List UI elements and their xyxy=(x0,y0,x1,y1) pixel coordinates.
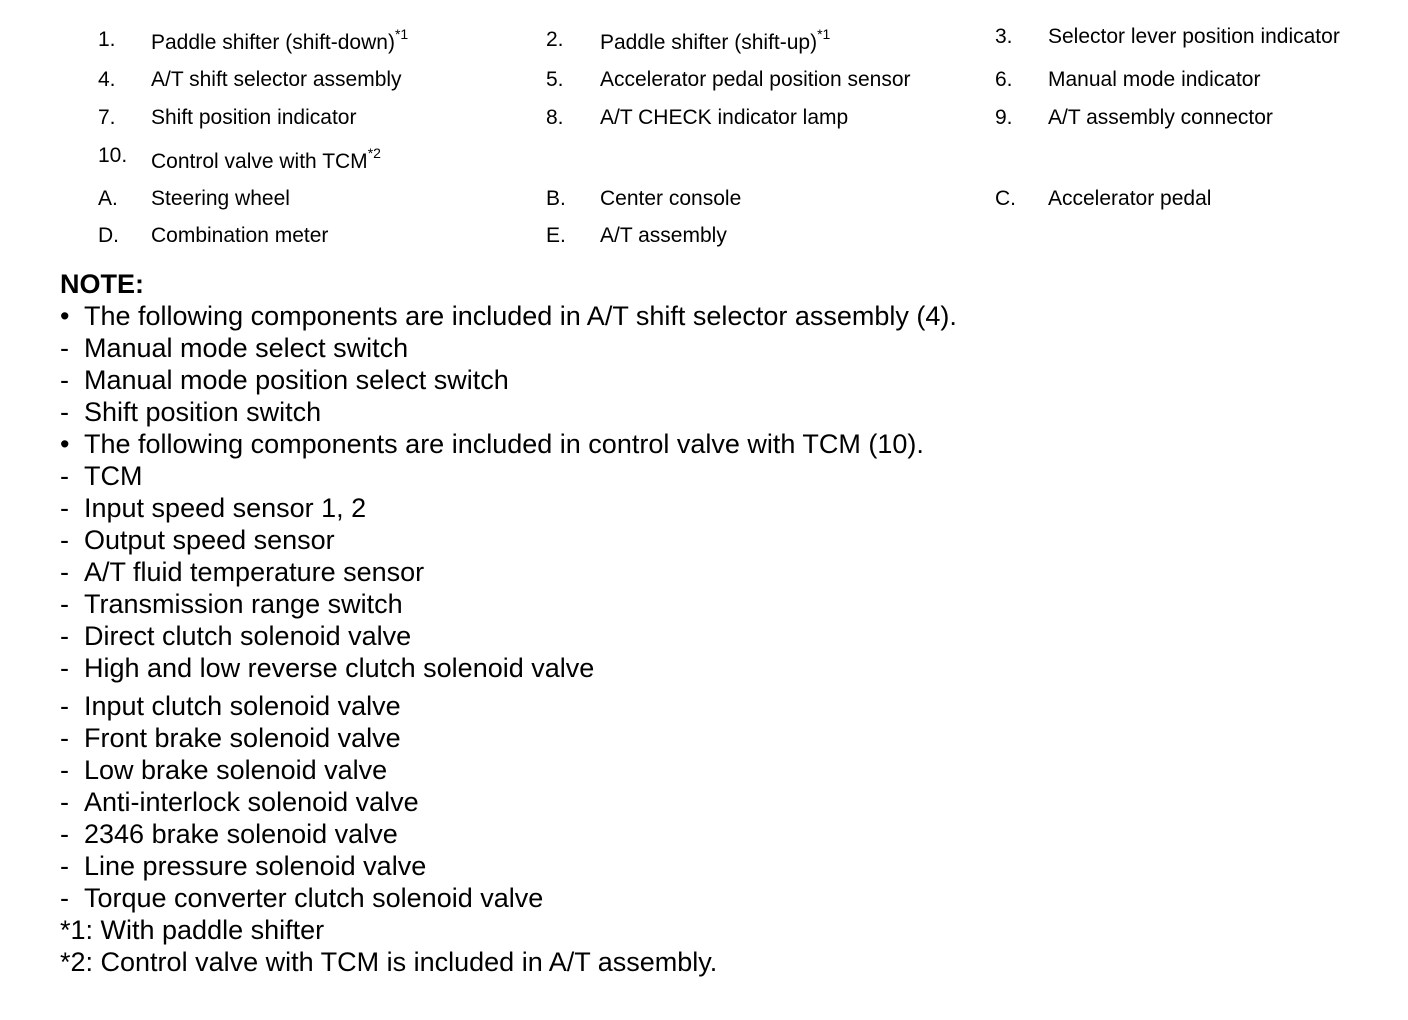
note-list-item xyxy=(60,620,957,652)
note-list-item xyxy=(60,786,957,818)
note-text: Output speed sensor xyxy=(84,525,335,555)
note-list-item xyxy=(60,652,957,684)
legend-label: Paddle shifter (shift-up)$^{*1}$ xyxy=(600,26,831,54)
legend-label: Shift position indicator xyxy=(151,106,357,129)
note-bullet-line xyxy=(60,300,957,332)
note-text: Manual mode position select switch xyxy=(84,365,509,395)
note-title: NOTE: xyxy=(60,269,144,299)
footnote-paddle-shifter: *1: With paddle shifter xyxy=(60,915,325,945)
legend-number: 9. xyxy=(995,106,1013,129)
note-list-item xyxy=(60,722,957,754)
dash-marker: - xyxy=(60,397,69,427)
legend-label: A/T CHECK indicator lamp xyxy=(600,106,849,129)
note-text: The following components are included in control valve with TCM (10). xyxy=(84,429,924,459)
note-list-item xyxy=(60,882,957,914)
legend-label: Steering wheel xyxy=(151,187,290,210)
footnote-control-valve: *2: Control valve with TCM is included in A/T assembly. xyxy=(60,947,718,977)
legend-number: 4. xyxy=(98,68,116,91)
note-bullet-line xyxy=(60,428,957,460)
note-text: A/T fluid temperature sensor xyxy=(84,557,425,587)
legend-label: Center console xyxy=(600,187,742,210)
note-text: Transmission range switch xyxy=(84,589,403,619)
legend-number: 2. xyxy=(546,28,564,51)
note-text: Anti-interlock solenoid valve xyxy=(84,787,419,817)
note-text: TCM xyxy=(84,461,143,491)
dash-marker: - xyxy=(60,723,69,753)
dash-marker: - xyxy=(60,653,69,683)
legend-label: A/T assembly connector xyxy=(1048,106,1273,129)
note-text: Manual mode select switch xyxy=(84,333,409,363)
note-text: 2346 brake solenoid valve xyxy=(84,819,398,849)
note-list-item xyxy=(60,396,957,428)
legend-label: Manual mode indicator xyxy=(1048,68,1261,91)
note-section xyxy=(60,268,957,978)
legend-label: Accelerator pedal position sensor xyxy=(600,68,911,91)
dash-marker: - xyxy=(60,461,69,491)
footnote-ref: *1 xyxy=(817,26,831,42)
legend-number: 10. xyxy=(98,144,128,167)
legend-number: E. xyxy=(546,224,566,247)
legend-label: Combination meter xyxy=(151,224,329,247)
note-text: The following components are included in A/T shift selector assembly (4). xyxy=(84,301,957,331)
note-text: Input clutch solenoid valve xyxy=(84,691,401,721)
legend-number: 3. xyxy=(995,25,1013,48)
note-list-item xyxy=(60,850,957,882)
note-text: Input speed sensor 1, 2 xyxy=(84,493,367,523)
dash-marker: - xyxy=(60,333,69,363)
note-list-item xyxy=(60,556,957,588)
legend-label: A/T shift selector assembly xyxy=(151,68,402,91)
note-text: Shift position switch xyxy=(84,397,322,427)
legend-label: A/T assembly xyxy=(600,224,727,247)
note-text: Low brake solenoid valve xyxy=(84,755,388,785)
note-list-item xyxy=(60,588,957,620)
note-list-item xyxy=(60,460,957,492)
note-text: High and low reverse clutch solenoid valve xyxy=(84,653,595,683)
legend-label: Selector lever position indicator xyxy=(1048,25,1340,48)
legend-number: 7. xyxy=(98,106,116,129)
dash-marker: - xyxy=(60,493,69,523)
note-list-item xyxy=(60,332,957,364)
note-list-item xyxy=(60,364,957,396)
dash-marker: - xyxy=(60,525,69,555)
dash-marker: - xyxy=(60,883,69,913)
legend-number: C. xyxy=(995,187,1016,210)
note-list-item xyxy=(60,524,957,556)
note-text: Direct clutch solenoid valve xyxy=(84,621,412,651)
legend-label: Control valve with TCM$^{*2}$ xyxy=(151,145,381,173)
dash-marker: - xyxy=(60,819,69,849)
legend-number: A. xyxy=(98,187,118,210)
bullet-marker: • xyxy=(60,429,70,459)
note-list-item xyxy=(60,690,957,722)
legend-number: 8. xyxy=(546,106,564,129)
legend-number: D. xyxy=(98,224,119,247)
note-text: Front brake solenoid valve xyxy=(84,723,401,753)
dash-marker: - xyxy=(60,851,69,881)
note-list-item xyxy=(60,754,957,786)
note-text: Line pressure solenoid valve xyxy=(84,851,427,881)
legend-label: Paddle shifter (shift-down)$^{*1}$ xyxy=(151,26,409,54)
note-list-item xyxy=(60,492,957,524)
dash-marker: - xyxy=(60,755,69,785)
legend-number: 6. xyxy=(995,68,1013,91)
note-list-item xyxy=(60,818,957,850)
legend-number: 1. xyxy=(98,28,116,51)
legend-number: 5. xyxy=(546,68,564,91)
note-text: Torque converter clutch solenoid valve xyxy=(84,883,544,913)
dash-marker: - xyxy=(60,621,69,651)
footnote-ref: *2 xyxy=(367,145,381,161)
legend-number: B. xyxy=(546,187,566,210)
dash-marker: - xyxy=(60,691,69,721)
legend-label: Accelerator pedal xyxy=(1048,187,1212,210)
dash-marker: - xyxy=(60,787,69,817)
dash-marker: - xyxy=(60,589,69,619)
bullet-marker: • xyxy=(60,301,70,331)
dash-marker: - xyxy=(60,557,69,587)
dash-marker: - xyxy=(60,365,69,395)
footnote-ref: *1 xyxy=(394,26,409,42)
